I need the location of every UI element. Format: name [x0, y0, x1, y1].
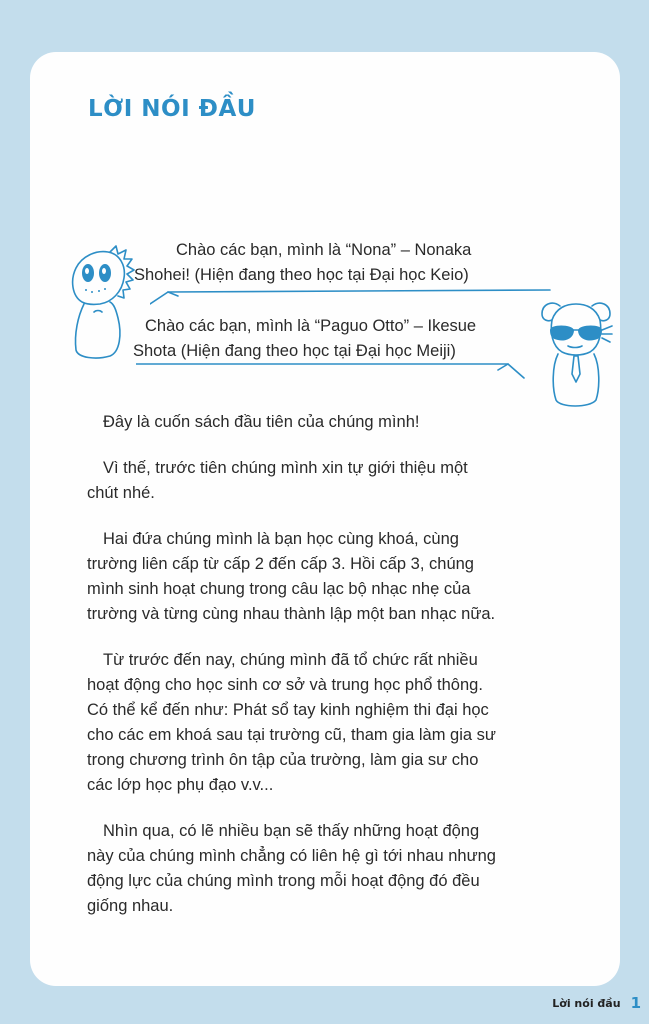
paragraph-line: Từ trước đến nay, chúng mình đã tổ chức rất nhiều: [103, 651, 478, 669]
running-title: Lời nói đầu: [552, 996, 621, 1010]
body-text: [87, 410, 583, 940]
paragraph-line: các lớp học phụ đạo v.v...: [87, 776, 274, 794]
nona-intro-line: Shohei! (Hiện đang theo học tại Đại học Keio): [134, 266, 469, 284]
paragraph-line: mình sinh hoạt chung trong câu lạc bộ nhạc nhẹ của: [87, 580, 471, 598]
paragraph-line: chút nhé.: [87, 484, 155, 502]
paguo-avatar-icon: [538, 296, 618, 416]
page-footer: [552, 990, 649, 1016]
paragraph-line: giống nhau.: [87, 897, 174, 915]
paguo-introduction: [133, 314, 535, 364]
page-number: 1: [630, 994, 641, 1012]
paragraph-line: trường liên cấp từ cấp 2 đến cấp 3. Hồi cấp 3, chúng: [87, 555, 474, 573]
paragraph-line: này của chúng mình chẳng có liên hệ gì tới nhau nhưng: [87, 847, 496, 865]
paragraph: [103, 410, 583, 435]
paragraph-line: hoạt động cho học sinh cơ sở và trung học phổ thông.: [87, 676, 483, 694]
paragraph: [87, 648, 583, 798]
page-heading: LỜI NÓI ĐẦU: [88, 96, 256, 122]
paragraph-line: Nhìn qua, có lẽ nhiều bạn sẽ thấy những hoạt động: [103, 822, 480, 840]
paragraph-line: Đây là cuốn sách đầu tiên của chúng mình!: [103, 413, 420, 431]
paguo-intro-line: Shota (Hiện đang theo học tại Đại học Meiji): [133, 342, 456, 360]
paragraph-line: cho các em khoá sau tại trường cũ, tham gia làm gia sư: [87, 726, 496, 744]
nona-introduction: [134, 238, 556, 288]
nona-speech-line: [150, 286, 560, 308]
paragraph-line: trong chương trình ôn tập của trường, làm gia sư cho: [87, 751, 479, 769]
paguo-intro-line: Chào các bạn, mình là “Paguo Otto” – Ikesue: [145, 317, 477, 335]
nona-intro-line: Chào các bạn, mình là “Nona” – Nonaka: [176, 241, 472, 259]
paragraph: [87, 527, 583, 627]
paragraph-line: Có thể kể đến như: Phát sổ tay kinh nghiệm thi đại học: [87, 701, 489, 719]
paragraph-line: Vì thế, trước tiên chúng mình xin tự giới thiệu một: [103, 459, 468, 477]
paragraph-line: Hai đứa chúng mình là bạn học cùng khoá, cùng: [103, 530, 459, 548]
paragraph-line: trường và từng cùng nhau thành lập một ban nhạc nữa.: [87, 605, 496, 623]
paragraph: [87, 819, 583, 919]
paragraph-line: động lực của chúng mình trong mỗi hoạt động đó đều: [87, 872, 480, 890]
paragraph: [87, 456, 583, 506]
